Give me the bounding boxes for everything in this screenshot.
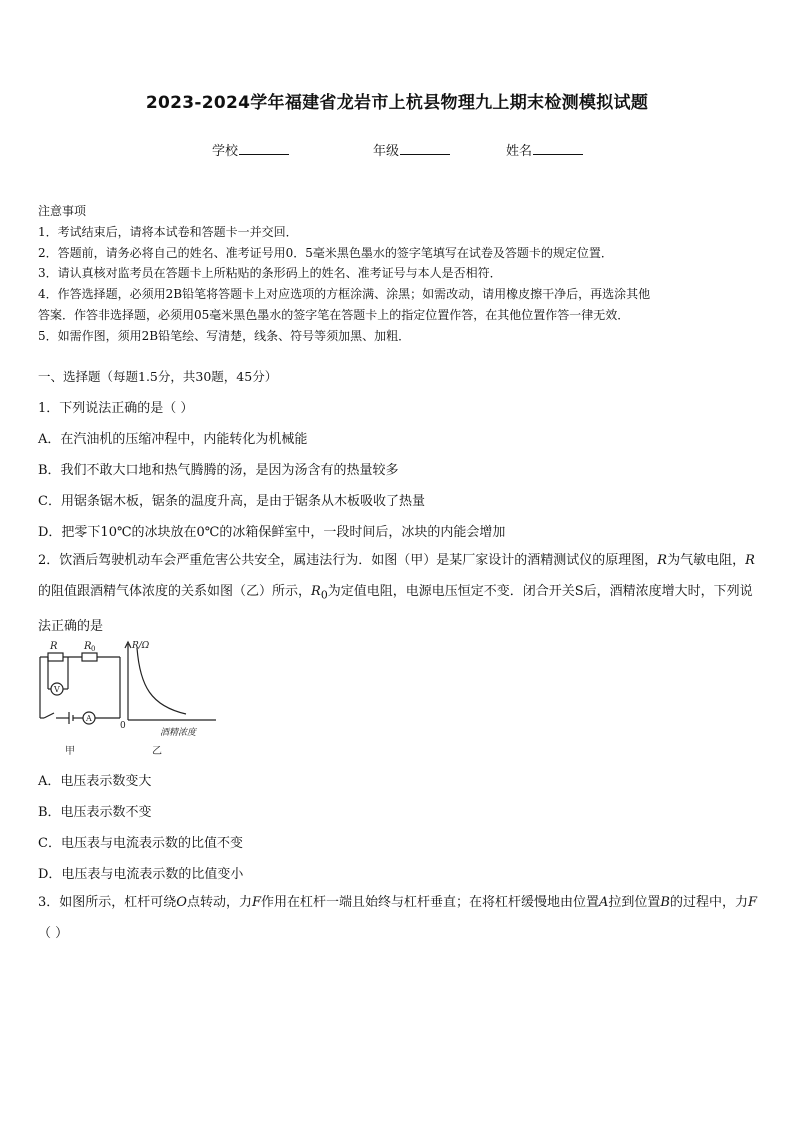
notes-line: 3．请认真核对监考员在答题卡上所粘贴的条形码上的姓名、准考证号与本人是否相符． xyxy=(38,266,502,281)
var-b: B xyxy=(660,895,670,910)
question-1-option-b: B．我们不敢大口地和热气腾腾的汤，是因为汤含有的热量较多 xyxy=(38,463,399,478)
switch xyxy=(44,713,54,718)
var-r: R xyxy=(657,553,668,568)
notes-line: 1．考试结束后，请将本试卷和答题卡一并交回． xyxy=(38,224,298,239)
caption-yi: 乙 xyxy=(152,746,162,757)
origin-label: 0 xyxy=(120,721,126,731)
question-2-stem: 2．饮酒后驾驶机动车会严重危害公共安全，属违法行为．如图（甲）是某厂家设计的酒精测试仪的原理图，R为气敏电阻，R的阻值跟酒精气体浓度的关系如图（乙）所示，$R_0$为定值电阻，电源电压恒定不变．闭合开关S后，酒精浓度增大时，下列说法正确的是 xyxy=(38,553,755,634)
caption-jia: 甲 xyxy=(65,746,75,757)
r-curve xyxy=(137,648,186,714)
question-3-stem: 3．如图所示，杠杆可绕O点转动，力F作用在杠杆一端且始终与杠杆垂直；在将杠杆缓慢地由位置A拉到位置B的过程中，力F（ ） xyxy=(38,895,758,941)
label-r: R xyxy=(50,641,58,652)
notes-line: 2．答题前，请务必将自己的姓名、准考证号用0．5毫米黑色墨水的签字笔填写在试卷及答题卡的规定位置． xyxy=(38,245,613,260)
question-2-figure xyxy=(36,636,226,766)
var-r0: R xyxy=(311,584,321,599)
question-2-option-b: B．电压表示数不变 xyxy=(38,805,152,820)
resistor-r0 xyxy=(82,653,97,661)
name-label: 姓名 xyxy=(506,144,533,159)
grade-field xyxy=(373,140,450,159)
school-blank[interactable] xyxy=(239,142,289,155)
question-1-option-d: D．把零下10℃的冰块放在0℃的冰箱保鲜室中，一段时间后，冰块的内能会增加 xyxy=(38,525,506,540)
label-a: A xyxy=(86,714,92,723)
var-r: R xyxy=(745,553,755,568)
var-f: F xyxy=(748,895,758,910)
page-title: 2023-2024学年福建省龙岩市上杭县物理九上期末检测模拟试题 xyxy=(145,93,649,113)
label-r0: R xyxy=(84,641,92,652)
school-label: 学校 xyxy=(212,144,239,159)
label-r0-sub: 0 xyxy=(91,645,96,653)
notes-line: 答案．作答非选择题，必须用05毫米黑色墨水的签字笔在答题卡上的指定位置作答，在其他位置作答一律无效． xyxy=(38,307,630,322)
x-axis-label: 酒精浓度 xyxy=(160,728,197,738)
school-field xyxy=(212,140,289,159)
question-2-option-c: C．电压表与电流表示数的比值不变 xyxy=(38,836,243,851)
var-o: O xyxy=(176,895,187,910)
subscript-0: 0 xyxy=(320,588,328,602)
question-2-option-a: A．电压表示数变大 xyxy=(38,774,152,789)
circuit-diagram-jia xyxy=(40,653,120,724)
name-field xyxy=(506,140,583,159)
question-2-option-d: D．电压表与电流表示数的比值变小 xyxy=(38,867,244,882)
label-v: V xyxy=(54,685,60,694)
var-f: F xyxy=(251,895,261,910)
question-1-stem: 1．下列说法正确的是（ ） xyxy=(38,401,194,416)
graph-yi xyxy=(125,642,216,720)
notes-line: 4．作答选择题，必须用2B铅笔将答题卡上对应选项的方框涂满、涂黑；如需改动，请用橡皮擦干净后，再选涂其他 xyxy=(38,287,651,302)
notes-heading: 注意事项 xyxy=(38,204,87,218)
question-1-option-a: A．在汽油机的压缩冲程中，内能转化为机械能 xyxy=(38,432,308,447)
grade-blank[interactable] xyxy=(400,142,450,155)
name-blank[interactable] xyxy=(533,142,583,155)
notes-block xyxy=(38,201,758,347)
y-axis-label: R/Ω xyxy=(132,641,150,651)
notes-line: 5．如需作图，须用2B铅笔绘、写清楚，线条、符号等须加黑、加粗． xyxy=(38,328,411,343)
resistor-r xyxy=(48,653,63,661)
question-1-option-c: C．用锯条锯木板，锯条的温度升高，是由于锯条从木板吸收了热量 xyxy=(38,494,425,509)
section-heading: 一、选择题（每题1.5分，共30题，45分） xyxy=(38,369,278,384)
grade-label: 年级 xyxy=(373,144,400,159)
var-a: A xyxy=(599,895,609,910)
